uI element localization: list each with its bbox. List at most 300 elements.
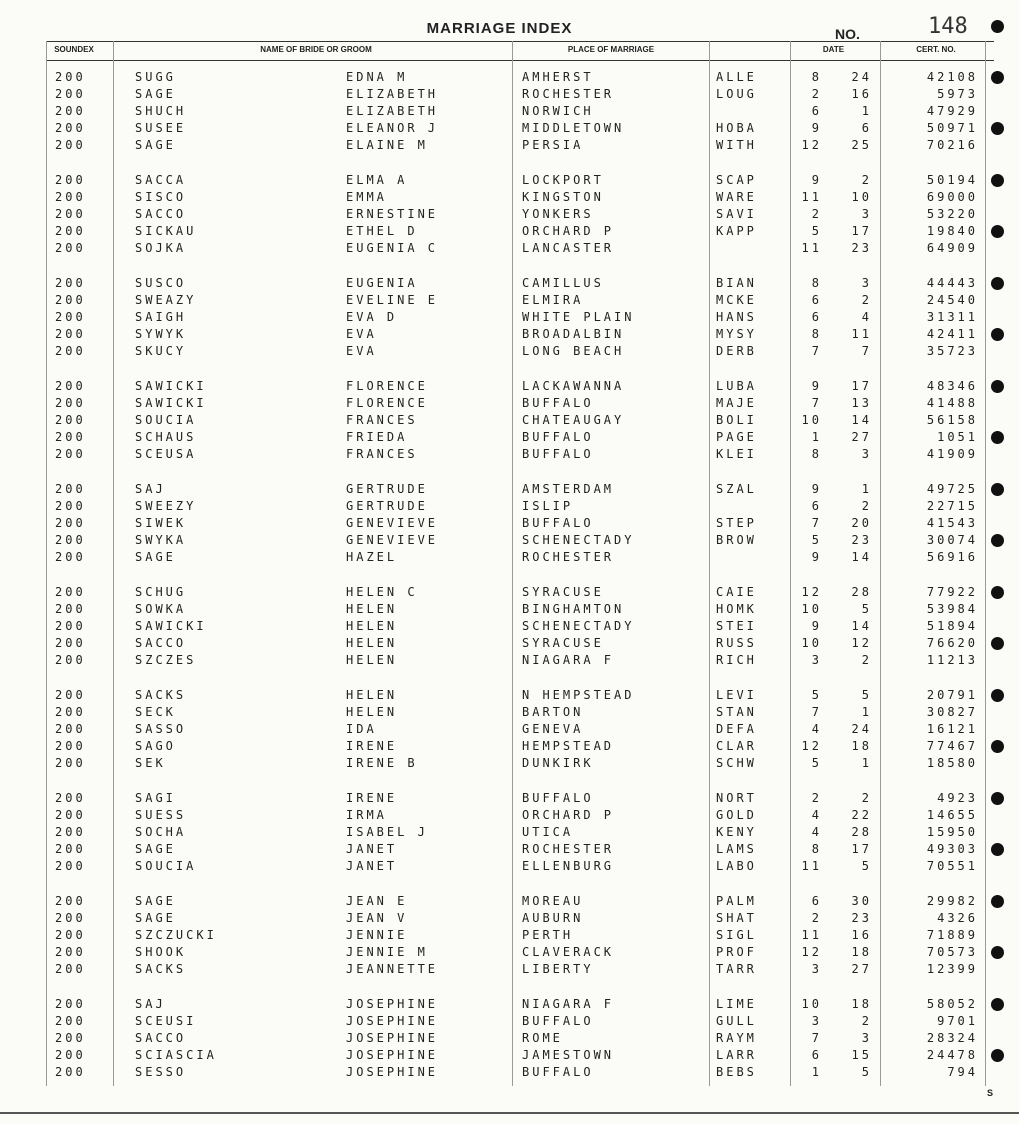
soundex-cell: 200	[55, 825, 86, 839]
certificate-number-cell: 69000	[926, 190, 978, 204]
place-cell: SCHENECTADY	[522, 619, 635, 633]
certificate-number-cell: 16121	[926, 722, 978, 736]
table-row	[0, 70, 1019, 87]
given-name-cell: JEAN V	[346, 911, 408, 925]
given-name-cell: EUGENIA	[346, 276, 418, 290]
table-row	[0, 636, 1019, 653]
table-row	[0, 945, 1019, 962]
certificate-number-cell: 31311	[926, 310, 978, 324]
surname-cell: SAWICKI	[135, 379, 207, 393]
place-cell: UTICA	[522, 825, 574, 839]
certificate-number-cell: 24478	[926, 1048, 978, 1062]
certificate-number-cell: 30074	[926, 533, 978, 547]
given-name-cell: HELEN	[346, 653, 398, 667]
table-row	[0, 791, 1019, 808]
soundex-cell: 200	[55, 705, 86, 719]
day-cell: 15	[851, 1048, 872, 1062]
day-cell: 27	[851, 962, 872, 976]
place-cell: ISLIP	[522, 499, 574, 513]
certificate-number-cell: 77922	[926, 585, 978, 599]
certificate-number-cell: 53220	[926, 207, 978, 221]
county-code-cell: STEP	[716, 516, 757, 530]
table-row	[0, 121, 1019, 138]
day-cell: 23	[851, 533, 872, 547]
given-name-cell: HELEN	[346, 619, 398, 633]
soundex-cell: 200	[55, 138, 86, 152]
day-cell: 2	[861, 653, 872, 667]
soundex-cell: 200	[55, 997, 86, 1011]
cert-column-header: CERT. NO.	[916, 45, 956, 54]
soundex-cell: 200	[55, 859, 86, 873]
month-cell: 7	[811, 1031, 822, 1045]
day-cell: 5	[861, 688, 872, 702]
place-cell: LANCASTER	[522, 241, 615, 255]
table-row	[0, 928, 1019, 945]
given-name-cell: JEANNETTE	[346, 962, 439, 976]
certificate-number-cell: 5973	[937, 87, 978, 101]
surname-cell: SACCO	[135, 1031, 187, 1045]
soundex-cell: 200	[55, 842, 86, 856]
soundex-cell: 200	[55, 688, 86, 702]
month-cell: 7	[811, 396, 822, 410]
surname-cell: SUGG	[135, 70, 176, 84]
place-cell: ROCHESTER	[522, 842, 615, 856]
month-cell: 5	[811, 533, 822, 547]
given-name-cell: HELEN	[346, 705, 398, 719]
given-name-cell: GERTRUDE	[346, 482, 428, 496]
given-name-cell: EVA	[346, 327, 377, 341]
surname-cell: SAGE	[135, 87, 176, 101]
soundex-cell: 200	[55, 190, 86, 204]
county-code-cell: BOLI	[716, 413, 757, 427]
certificate-number-cell: 794	[947, 1065, 978, 1079]
given-name-cell: HELEN	[346, 636, 398, 650]
soundex-cell: 200	[55, 911, 86, 925]
day-cell: 11	[851, 327, 872, 341]
table-row	[0, 241, 1019, 258]
county-code-cell: MYSY	[716, 327, 757, 341]
soundex-cell: 200	[55, 739, 86, 753]
given-name-cell: FLORENCE	[346, 379, 428, 393]
month-cell: 6	[811, 310, 822, 324]
surname-cell: SCHAUS	[135, 430, 197, 444]
soundex-cell: 200	[55, 1065, 86, 1079]
given-name-cell: ELEANOR J	[346, 121, 439, 135]
day-cell: 18	[851, 945, 872, 959]
certificate-number-cell: 76620	[926, 636, 978, 650]
given-name-cell: ERNESTINE	[346, 207, 439, 221]
soundex-column-header: SOUNDEX	[54, 45, 94, 54]
table-row	[0, 739, 1019, 756]
day-cell: 14	[851, 550, 872, 564]
footer-mark: S	[987, 1088, 994, 1098]
table-row	[0, 482, 1019, 499]
certificate-number-cell: 22715	[926, 499, 978, 513]
place-cell: BROADALBIN	[522, 327, 625, 341]
binder-hole	[991, 174, 1004, 187]
day-cell: 25	[851, 138, 872, 152]
county-code-cell: STAN	[716, 705, 757, 719]
month-cell: 3	[811, 1014, 822, 1028]
day-cell: 24	[851, 722, 872, 736]
month-cell: 7	[811, 344, 822, 358]
month-cell: 3	[811, 653, 822, 667]
given-name-cell: JANET	[346, 859, 398, 873]
place-cell: CHATEAUGAY	[522, 413, 625, 427]
table-row	[0, 688, 1019, 705]
county-code-cell: HOMK	[716, 602, 757, 616]
certificate-number-cell: 48346	[926, 379, 978, 393]
certificate-number-cell: 70573	[926, 945, 978, 959]
surname-cell: SAIGH	[135, 310, 187, 324]
surname-cell: SCEUSA	[135, 447, 197, 461]
certificate-number-cell: 50194	[926, 173, 978, 187]
place-cell: KINGSTON	[522, 190, 604, 204]
surname-cell: SZCZES	[135, 653, 197, 667]
county-code-cell: MAJE	[716, 396, 757, 410]
day-cell: 24	[851, 70, 872, 84]
binder-hole	[991, 740, 1004, 753]
county-code-cell: WITH	[716, 138, 757, 152]
county-code-cell: DEFA	[716, 722, 757, 736]
soundex-cell: 200	[55, 756, 86, 770]
county-code-cell: LARR	[716, 1048, 757, 1062]
month-cell: 9	[811, 379, 822, 393]
given-name-cell: JENNIE	[346, 928, 408, 942]
day-cell: 10	[851, 190, 872, 204]
certificate-number-cell: 35723	[926, 344, 978, 358]
day-cell: 12	[851, 636, 872, 650]
given-name-cell: JOSEPHINE	[346, 1014, 439, 1028]
place-cell: PERSIA	[522, 138, 584, 152]
place-cell: GENEVA	[522, 722, 584, 736]
given-name-cell: IDA	[346, 722, 377, 736]
soundex-cell: 200	[55, 173, 86, 187]
surname-cell: SCIASCIA	[135, 1048, 217, 1062]
surname-cell: SHUCH	[135, 104, 187, 118]
place-cell: N HEMPSTEAD	[522, 688, 635, 702]
month-cell: 2	[811, 207, 822, 221]
soundex-cell: 200	[55, 1014, 86, 1028]
day-cell: 2	[861, 293, 872, 307]
day-cell: 16	[851, 928, 872, 942]
surname-cell: SKUCY	[135, 344, 187, 358]
surname-cell: SOUCIA	[135, 859, 197, 873]
day-cell: 28	[851, 825, 872, 839]
table-row	[0, 327, 1019, 344]
soundex-cell: 200	[55, 104, 86, 118]
month-cell: 7	[811, 516, 822, 530]
place-cell: CAMILLUS	[522, 276, 604, 290]
table-row	[0, 1031, 1019, 1048]
county-code-cell: BROW	[716, 533, 757, 547]
place-cell: ROME	[522, 1031, 563, 1045]
table-row	[0, 104, 1019, 121]
county-code-cell: KENY	[716, 825, 757, 839]
given-name-cell: IRENE	[346, 791, 398, 805]
month-cell: 5	[811, 756, 822, 770]
place-cell: AMHERST	[522, 70, 594, 84]
county-code-cell: DERB	[716, 344, 757, 358]
table-row	[0, 190, 1019, 207]
soundex-cell: 200	[55, 293, 86, 307]
given-name-cell: ETHEL D	[346, 224, 418, 238]
page-bottom-rule	[0, 1112, 1019, 1114]
place-cell: SYRACUSE	[522, 636, 604, 650]
table-row	[0, 997, 1019, 1014]
county-code-cell: MCKE	[716, 293, 757, 307]
day-cell: 14	[851, 619, 872, 633]
soundex-cell: 200	[55, 1031, 86, 1045]
certificate-number-cell: 70551	[926, 859, 978, 873]
soundex-cell: 200	[55, 430, 86, 444]
place-cell: NIAGARA F	[522, 997, 615, 1011]
county-code-cell: WARE	[716, 190, 757, 204]
table-row	[0, 1014, 1019, 1031]
surname-cell: SCEUSI	[135, 1014, 197, 1028]
given-name-cell: HELEN C	[346, 585, 418, 599]
certificate-number-cell: 15950	[926, 825, 978, 839]
day-cell: 27	[851, 430, 872, 444]
binder-hole	[991, 483, 1004, 496]
surname-cell: SESSO	[135, 1065, 187, 1079]
soundex-cell: 200	[55, 207, 86, 221]
page-title: MARRIAGE INDEX	[426, 20, 573, 37]
given-name-cell: GERTRUDE	[346, 499, 428, 513]
day-cell: 20	[851, 516, 872, 530]
place-cell: ELMIRA	[522, 293, 584, 307]
county-code-cell: KLEI	[716, 447, 757, 461]
binder-hole	[991, 534, 1004, 547]
certificate-number-cell: 64909	[926, 241, 978, 255]
given-name-cell: ELIZABETH	[346, 104, 439, 118]
place-cell: JAMESTOWN	[522, 1048, 615, 1062]
county-code-cell: LAMS	[716, 842, 757, 856]
given-name-cell: EVA D	[346, 310, 398, 324]
soundex-cell: 200	[55, 516, 86, 530]
place-cell: BUFFALO	[522, 516, 594, 530]
soundex-cell: 200	[55, 447, 86, 461]
day-cell: 1	[861, 705, 872, 719]
soundex-cell: 200	[55, 499, 86, 513]
day-cell: 5	[861, 1065, 872, 1079]
soundex-cell: 200	[55, 945, 86, 959]
place-cell: NORWICH	[522, 104, 594, 118]
place-cell: BINGHAMTON	[522, 602, 625, 616]
day-cell: 2	[861, 173, 872, 187]
table-row	[0, 430, 1019, 447]
soundex-cell: 200	[55, 619, 86, 633]
given-name-cell: JOSEPHINE	[346, 997, 439, 1011]
certificate-number-cell: 56158	[926, 413, 978, 427]
soundex-cell: 200	[55, 962, 86, 976]
month-cell: 9	[811, 550, 822, 564]
table-row	[0, 911, 1019, 928]
soundex-cell: 200	[55, 722, 86, 736]
month-cell: 10	[801, 602, 822, 616]
soundex-cell: 200	[55, 413, 86, 427]
table-row	[0, 550, 1019, 567]
certificate-number-cell: 14655	[926, 808, 978, 822]
table-row	[0, 619, 1019, 636]
county-code-cell: GULL	[716, 1014, 757, 1028]
day-cell: 28	[851, 585, 872, 599]
place-cell: BUFFALO	[522, 791, 594, 805]
certificate-number-cell: 56916	[926, 550, 978, 564]
day-cell: 2	[861, 1014, 872, 1028]
surname-cell: SACCO	[135, 207, 187, 221]
certificate-number-cell: 4923	[937, 791, 978, 805]
surname-cell: SZCZUCKI	[135, 928, 217, 942]
month-cell: 6	[811, 499, 822, 513]
place-cell: DUNKIRK	[522, 756, 594, 770]
table-row	[0, 173, 1019, 190]
certificate-number-cell: 29982	[926, 894, 978, 908]
surname-cell: SACKS	[135, 688, 187, 702]
table-row	[0, 653, 1019, 670]
certificate-number-cell: 44443	[926, 276, 978, 290]
soundex-cell: 200	[55, 482, 86, 496]
day-cell: 14	[851, 413, 872, 427]
table-row	[0, 602, 1019, 619]
place-cell: LACKAWANNA	[522, 379, 625, 393]
soundex-cell: 200	[55, 276, 86, 290]
name-column-header: NAME OF BRIDE OR GROOM	[260, 45, 372, 54]
surname-cell: SOUCIA	[135, 413, 197, 427]
place-cell: BUFFALO	[522, 447, 594, 461]
table-row	[0, 808, 1019, 825]
table-row	[0, 276, 1019, 293]
given-name-cell: GENEVIEVE	[346, 516, 439, 530]
binder-hole	[991, 689, 1004, 702]
month-cell: 2	[811, 791, 822, 805]
given-name-cell: HAZEL	[346, 550, 398, 564]
day-cell: 17	[851, 224, 872, 238]
county-code-cell: PROF	[716, 945, 757, 959]
certificate-number-cell: 19840	[926, 224, 978, 238]
given-name-cell: IRMA	[346, 808, 387, 822]
surname-cell: SUSEE	[135, 121, 187, 135]
month-cell: 10	[801, 413, 822, 427]
soundex-cell: 200	[55, 791, 86, 805]
month-cell: 3	[811, 962, 822, 976]
place-cell: ELLENBURG	[522, 859, 615, 873]
day-cell: 3	[861, 1031, 872, 1045]
binder-hole	[991, 946, 1004, 959]
county-code-cell: TARR	[716, 962, 757, 976]
month-cell: 8	[811, 327, 822, 341]
month-cell: 1	[811, 1065, 822, 1079]
county-code-cell: PAGE	[716, 430, 757, 444]
given-name-cell: JANET	[346, 842, 398, 856]
certificate-number-cell: 1051	[937, 430, 978, 444]
day-cell: 16	[851, 87, 872, 101]
soundex-cell: 200	[55, 928, 86, 942]
table-row	[0, 894, 1019, 911]
county-code-cell: RUSS	[716, 636, 757, 650]
table-row	[0, 516, 1019, 533]
table-row	[0, 310, 1019, 327]
surname-cell: SICKAU	[135, 224, 197, 238]
binder-hole	[991, 586, 1004, 599]
day-cell: 1	[861, 756, 872, 770]
day-cell: 23	[851, 241, 872, 255]
place-cell: AMSTERDAM	[522, 482, 615, 496]
month-cell: 11	[801, 928, 822, 942]
place-column-header: PLACE OF MARRIAGE	[567, 45, 655, 54]
certificate-number-cell: 47929	[926, 104, 978, 118]
day-cell: 18	[851, 997, 872, 1011]
county-code-cell: LEVI	[716, 688, 757, 702]
certificate-number-cell: 42108	[926, 70, 978, 84]
place-cell: NIAGARA F	[522, 653, 615, 667]
given-name-cell: FLORENCE	[346, 396, 428, 410]
month-cell: 8	[811, 447, 822, 461]
given-name-cell: HELEN	[346, 688, 398, 702]
certificate-number-cell: 41543	[926, 516, 978, 530]
given-name-cell: EDNA M	[346, 70, 408, 84]
given-name-cell: JOSEPHINE	[346, 1031, 439, 1045]
given-name-cell: EMMA	[346, 190, 387, 204]
surname-cell: SACCO	[135, 636, 187, 650]
county-code-cell: BIAN	[716, 276, 757, 290]
surname-cell: SOCHA	[135, 825, 187, 839]
soundex-cell: 200	[55, 87, 86, 101]
soundex-cell: 200	[55, 241, 86, 255]
soundex-cell: 200	[55, 808, 86, 822]
soundex-cell: 200	[55, 653, 86, 667]
month-cell: 11	[801, 190, 822, 204]
county-code-cell: LIME	[716, 997, 757, 1011]
month-cell: 6	[811, 104, 822, 118]
place-cell: ORCHARD P	[522, 224, 615, 238]
month-cell: 11	[801, 859, 822, 873]
place-cell: MIDDLETOWN	[522, 121, 625, 135]
binder-hole	[991, 328, 1004, 341]
day-cell: 5	[861, 602, 872, 616]
surname-cell: SYWYK	[135, 327, 187, 341]
day-cell: 23	[851, 911, 872, 925]
month-cell: 6	[811, 293, 822, 307]
place-cell: ROCHESTER	[522, 550, 615, 564]
surname-cell: SAGE	[135, 550, 176, 564]
soundex-cell: 200	[55, 379, 86, 393]
day-cell: 5	[861, 859, 872, 873]
day-cell: 4	[861, 310, 872, 324]
county-code-cell: RAYM	[716, 1031, 757, 1045]
certificate-number-cell: 41488	[926, 396, 978, 410]
table-row	[0, 1065, 1019, 1082]
surname-cell: SISCO	[135, 190, 187, 204]
day-cell: 1	[861, 482, 872, 496]
county-code-cell: STEI	[716, 619, 757, 633]
table-row	[0, 722, 1019, 739]
surname-cell: SACKS	[135, 962, 187, 976]
month-cell: 8	[811, 70, 822, 84]
day-cell: 22	[851, 808, 872, 822]
soundex-cell: 200	[55, 533, 86, 547]
month-cell: 12	[801, 945, 822, 959]
given-name-cell: FRIEDA	[346, 430, 408, 444]
table-row	[0, 962, 1019, 979]
month-cell: 5	[811, 688, 822, 702]
binder-hole	[991, 20, 1004, 33]
binder-hole	[991, 277, 1004, 290]
table-row	[0, 293, 1019, 310]
month-cell: 9	[811, 121, 822, 135]
month-cell: 8	[811, 276, 822, 290]
binder-hole	[991, 895, 1004, 908]
